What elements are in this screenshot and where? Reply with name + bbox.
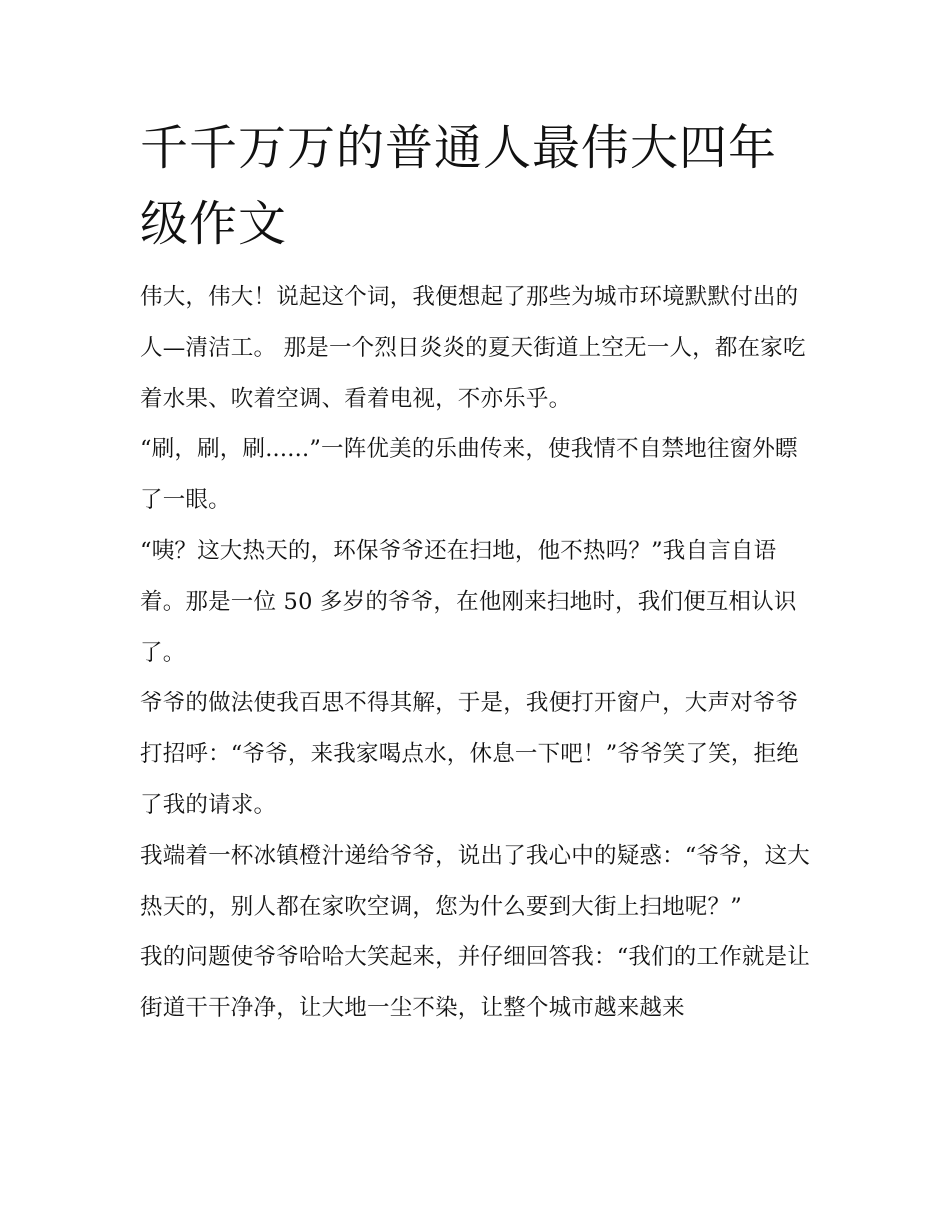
document-page — [140, 110, 820, 1034]
document-title: 千千万万的普通人最伟大四年级作文 — [140, 120, 778, 252]
document-body — [140, 272, 820, 1034]
paragraph: “刷，刷，刷......”一阵优美的乐曲传来，使我情不自禁地往窗外瞟了一眼。 — [140, 436, 798, 514]
paragraph: 我端着一杯冰镇橙汁递给爷爷，说出了我心中的疑惑：“爷爷，这大热天的，别人都在家吹空调，您为什么要到大街上扫地呢？” — [140, 842, 811, 920]
paragraph: 我的问题使爷爷哈哈大笑起来，并仔细回答我：“我们的工作就是让街道干干净净，让大地一尘不染，让整个城市越来越来 — [140, 944, 811, 1022]
paragraph: 爷爷的做法使我百思不得其解，于是，我便打开窗户，大声对爷爷打招呼：“爷爷，来我家喝点水，休息一下吧！”爷爷笑了笑，拒绝了我的请求。 — [140, 690, 800, 818]
paragraph: “咦？这大热天的，环保爷爷还在扫地，他不热吗？”我自言自语着。那是一位 50 多岁的爷爷，在他刚来扫地时，我们便互相认识了。 — [140, 537, 797, 666]
paragraph: 伟大，伟大！说起这个词，我便想起了那些为城市环境默默付出的人—清洁工。 那是一个烈日炎炎的夏天街道上空无一人，都在家吃着水果、吹着空调、看着电视，不亦乐乎。 — [140, 284, 806, 412]
